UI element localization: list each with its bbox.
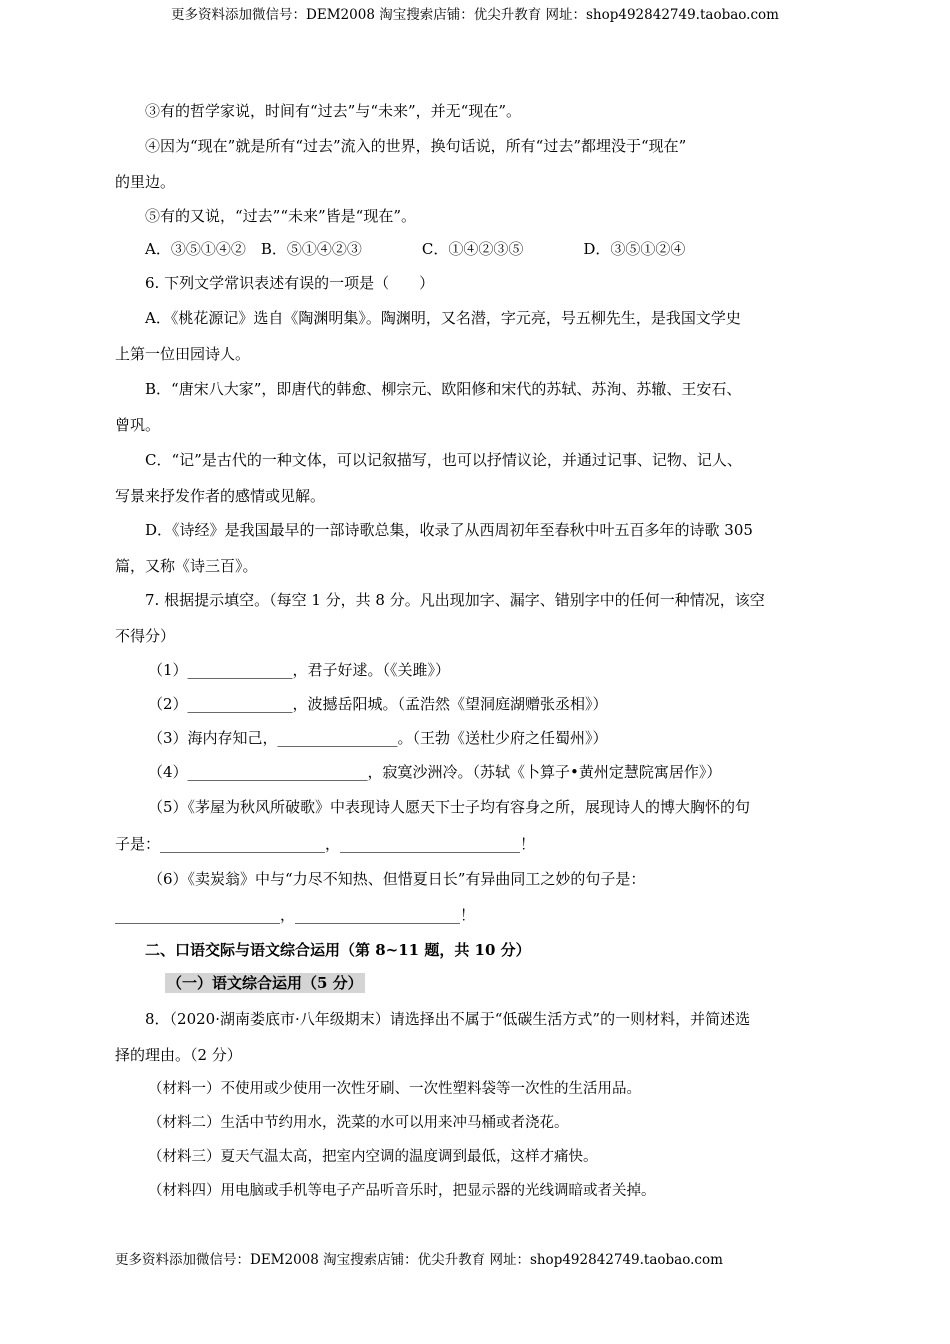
q6-option-d-cont: 篇，又称《诗三百》。 <box>115 557 258 575</box>
question-6-stem: 6. 下列文学常识表述有误的一项是（ ） <box>145 274 435 292</box>
q7-blank-6-cont: ______________________，______________________！ <box>115 906 476 924</box>
q7-blank-6: （6）《卖炭翁》中与“力尽不知热、但惜夏日长”有异曲同工之妙的句子是： <box>148 870 646 888</box>
material-4: （材料四）用电脑或手机等电子产品听音乐时，把显示器的光线调暗或者关掉。 <box>148 1183 656 1199</box>
option-3-text: ③有的哲学家说，时间有“过去”与“未来”，并无“现在”。 <box>145 102 522 120</box>
q6-option-d: D．《诗经》是我国最早的一部诗歌总集，收录了从西周初年至春秋中叶五百多年的诗歌 305 <box>145 521 753 539</box>
q7-blank-2: （2）______________，波撼岳阳城。（孟浩然《望洞庭湖赠张丞相》） <box>148 695 608 713</box>
material-2: （材料二）生活中节约用水，洗菜的水可以用来冲马桶或者浇花。 <box>148 1115 569 1131</box>
question-7-stem: 7. 根据提示填空。（每空 1 分，共 8 分。凡出现加字、漏字、错别字中的任何一种情况，该空 <box>145 591 765 609</box>
subsection-1-heading <box>165 973 365 993</box>
option-4-text: ④因为“现在”就是所有“过去”流入的世界，换句话说，所有“过去”都埋没于“现在” <box>145 137 687 155</box>
option-5-text: ⑤有的又说，“过去”“未来”皆是“现在”。 <box>145 207 417 225</box>
question-7-stem-cont: 不得分） <box>115 627 176 645</box>
q6-option-b: B．“唐宋八大家”，即唐代的韩愈、柳宗元、欧阳修和宋代的苏轼、苏洵、苏辙、王安石、 <box>145 380 742 398</box>
q7-blank-4: （4）________________________，寂寞沙洲冷。（苏轼《卜算子•黄州定慧院寓居作》） <box>148 763 722 781</box>
q6-option-a: A．《桃花源记》选自《陶渊明集》。陶渊明，又名潜，字元亮，号五柳先生，是我国文学史 <box>145 309 741 327</box>
question-8-stem-cont: 择的理由。（2 分） <box>115 1046 242 1064</box>
material-1: （材料一）不使用或少使用一次性牙刷、一次性塑料袋等一次性的生活用品。 <box>148 1081 641 1097</box>
q6-option-a-cont: 上第一位田园诗人。 <box>115 345 251 363</box>
page-footer: 更多资料添加微信号：DEM2008 淘宝搜索店铺：优尖升教育 网址：shop492842749.taobao.com <box>115 1252 723 1268</box>
q6-option-b-cont: 曾巩。 <box>115 416 161 434</box>
q6-option-c-cont: 写景来抒发作者的感情或见解。 <box>115 487 326 505</box>
section-2-heading: 二、口语交际与语文综合运用（第 8~11 题，共 10 分） <box>145 941 531 959</box>
page-header: 更多资料添加微信号：DEM2008 淘宝搜索店铺：优尖升教育 网址：shop492842749.taobao.com <box>171 7 779 23</box>
option-4-text-cont: 的里边。 <box>115 173 176 191</box>
q5-answer-choices: A．③⑤①④② B．⑤①④②③ C．①④②③⑤ D．③⑤①②④ <box>145 240 686 258</box>
q7-blank-3: （3）海内存知己，________________。（王勃《送杜少府之任蜀州》） <box>148 729 608 747</box>
subsection-1-heading-text: （一）语文综合运用（5 分） <box>167 974 363 992</box>
q7-blank-1: （1）______________，君子好逑。（《关雎》） <box>148 661 451 679</box>
q6-option-c: C．“记”是古代的一种文体，可以记叙描写，也可以抒情议论，并通过记事、记物、记人、 <box>145 451 742 469</box>
q7-blank-5-cont: 子是：______________________，________________________！ <box>115 835 536 853</box>
q7-blank-5: （5）《茅屋为秋风所破歌》中表现诗人愿天下士子均有容身之所，展现诗人的博大胸怀的句 <box>148 798 751 816</box>
material-3: （材料三）夏天气温太高，把室内空调的温度调到最低，这样才痛快。 <box>148 1149 598 1165</box>
question-8-stem: 8．（2020·湖南娄底市·八年级期末）请选择出不属于“低碳生活方式”的一则材料，并简述选 <box>145 1010 751 1028</box>
